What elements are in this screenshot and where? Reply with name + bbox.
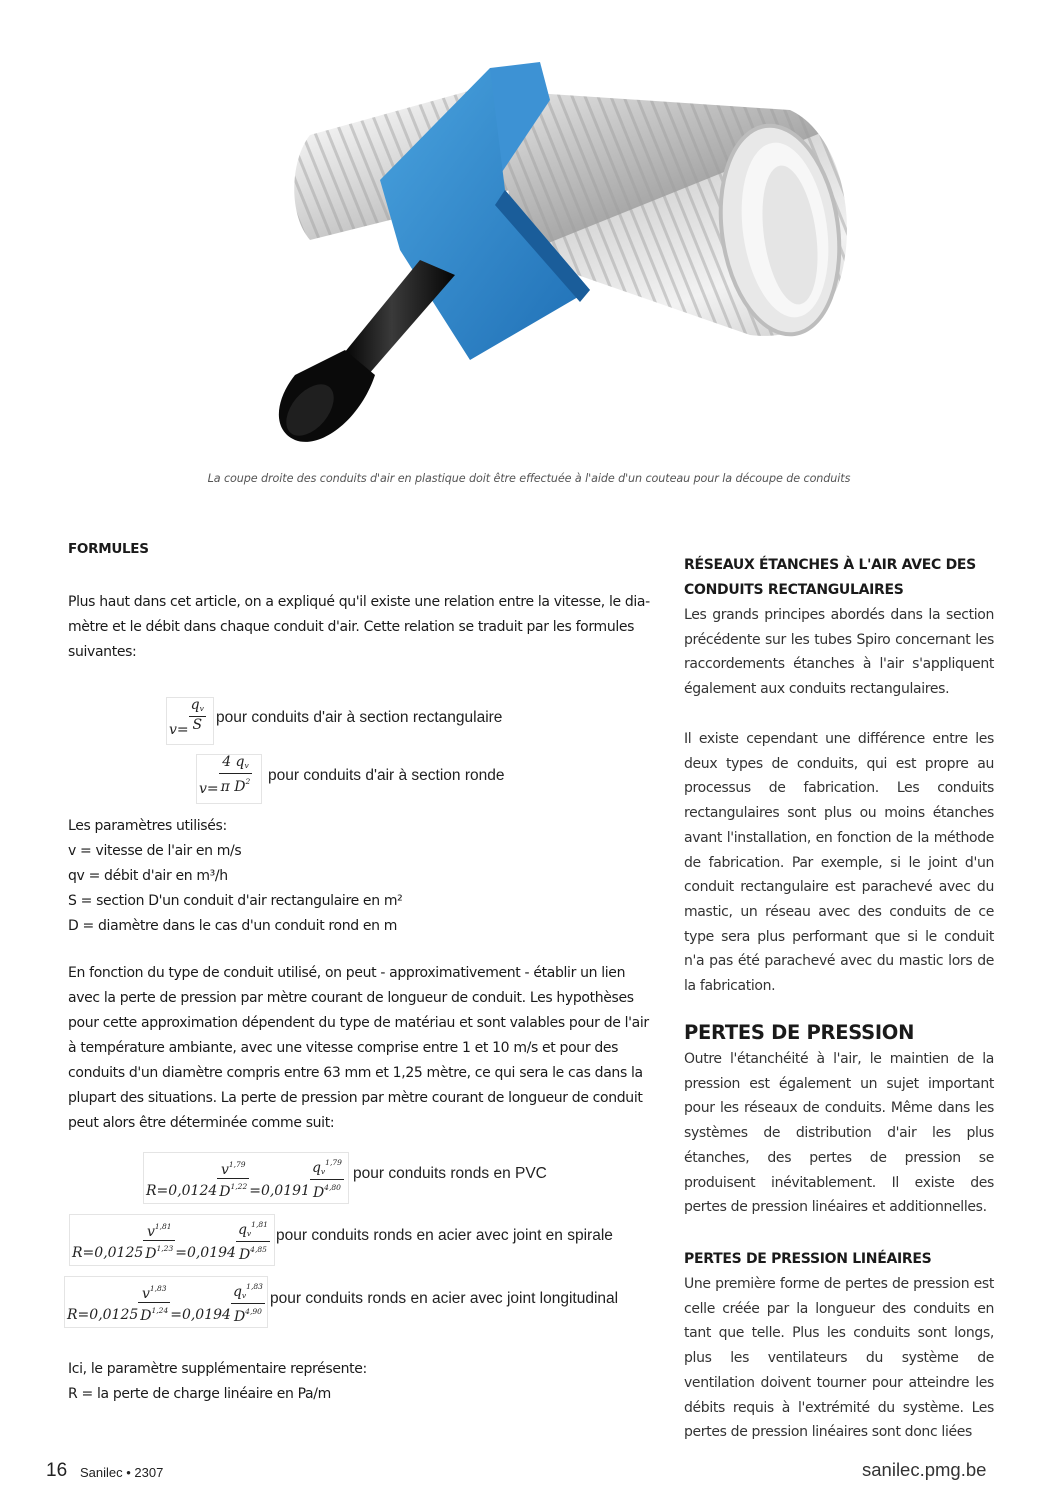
pressure-loss-paragraph	[68, 961, 658, 1136]
intro-line: mètre et le débit dans chaque conduit d'air. Cette relation se traduit par les formules	[68, 619, 635, 635]
coef-2: 0,0194	[186, 1245, 236, 1261]
param-line: D = diamètre dans le cas d'un conduit rond en m	[68, 918, 398, 934]
section-airtight-rectangular-heading	[684, 553, 994, 602]
formules-intro	[68, 590, 658, 665]
section-airtight-p1: Les grands principes abordés dans la section précédente sur les tubes Spiro concernant les raccordements étanches à l'air s'appliquent également aux conduits rectangulaires.	[684, 607, 994, 698]
formula-steel-longitudinal: R=0,0125 $\frac{v^{1,83}}{D^{1,24}}$ =0,0194 $\frac{q_v^{1,83}}{D^{4,90}}$	[64, 1276, 268, 1328]
param-line: v = vitesse de l'air en m/s	[68, 843, 242, 859]
coef-2: 0,0194	[181, 1307, 231, 1323]
exp-1: 1,79	[228, 1159, 246, 1169]
body-line: à température ambiante, avec une vitesse comprise entre 1 et 10 m/s et pour des	[68, 1040, 619, 1056]
exp-2: 1,81	[251, 1220, 268, 1229]
formula-velocity-rectangular: v= $\frac{q_v}{S}$	[166, 697, 214, 745]
outro-paragraph	[68, 1357, 658, 1407]
formules-heading: FORMULES	[68, 541, 149, 557]
outro-line: Ici, le paramètre supplémentaire représente:	[68, 1361, 367, 1377]
body-line: avec la perte de pression par mètre courant de longueur de conduit. Les hypothèses	[68, 990, 634, 1006]
page-number: 16	[46, 1460, 68, 1481]
outro-line: R = la perte de charge linéaire en Pa/m	[68, 1386, 331, 1402]
formula-2-label: pour conduits d'air à section ronde	[268, 767, 505, 784]
exp-d1: 1,23	[156, 1243, 174, 1253]
coef-1: 0,0125	[94, 1245, 144, 1261]
param-line: S = section D'un conduit d'air rectangulaire en m²	[68, 893, 403, 909]
body-line: conduits d'un diamètre compris entre 63 mm et 1,25 mètre, ce qui sera le cas dans la	[68, 1065, 643, 1081]
exp-2: 1,79	[325, 1158, 342, 1167]
formula-3-label: pour conduits ronds en PVC	[353, 1165, 547, 1182]
formula-steel-spiral: R=0,0125 $\frac{v^{1,81}}{D^{1,23}}$ =0,0194 $\frac{q_v^{1,81}}{D^{4,85}}$	[69, 1214, 275, 1266]
exp-d1: 1,24	[151, 1305, 169, 1315]
formula-4-label: pour conduits ronds en acier avec joint en spirale	[276, 1227, 613, 1244]
heading-line: RÉSEAUX ÉTANCHES À L'AIR AVEC DES	[684, 557, 976, 573]
coef-1: 0,0124	[168, 1183, 218, 1199]
coef-1: 0,0125	[89, 1307, 139, 1323]
formula-5-label: pour conduits ronds en acier avec joint longitudinal	[270, 1290, 619, 1307]
exp-2: 1,83	[246, 1282, 263, 1291]
body-line: peut alors être déterminée comme suit:	[68, 1115, 335, 1131]
exp-d2: 4,85	[250, 1245, 267, 1254]
formula-pvc: R=0,0124 $\frac{v^{1,79}}{D^{1,22}}$ =0,0191 $\frac{q_v^{1,79}}{D^{4,80}}$	[143, 1152, 349, 1204]
website-link[interactable]: sanilec.pmg.be	[862, 1459, 987, 1480]
heading-line: CONDUITS RECTANGULAIRES	[684, 581, 904, 598]
parameters-list	[68, 814, 658, 939]
exp-d2: 4,80	[324, 1183, 341, 1192]
section-linear-loss-heading: PERTES DE PRESSION LINÉAIRES	[684, 1251, 932, 1267]
exp-1: 1,81	[154, 1221, 172, 1231]
body-line: pour cette approximation dépendent du type de matériau et sont valables pour de l'air	[68, 1015, 649, 1031]
section-airtight-p2: Il existe cependant une différence entre les deux types de conduits, qui est propre au processus de fabrication. Les conduits rectangulaires sont plus ou moins étanches avant l'installation, en fonction de la méthode de fabrication. Par exemple, si le joint d'un conduit rectangulaire est parachevé avec du mastic, un réseau avec des conduits de ce type sera plus performant que si le conduit n'a pas été parachevé avec du mastic lors de la fabrication.	[684, 731, 994, 995]
section-pressure-loss-heading: PERTES DE PRESSION	[684, 1021, 915, 1044]
intro-line: suivantes:	[68, 644, 137, 660]
param-line: qv = débit d'air en m³/h	[68, 868, 228, 884]
exp-d1: 1,22	[230, 1181, 248, 1191]
coef-2: 0,0191	[260, 1183, 310, 1199]
body-line: plupart des situations. La perte de pression par mètre courant de longueur de conduit	[68, 1090, 643, 1106]
photo-caption: La coupe droite des conduits d'air en plastique doit être effectuée à l'aide d'un couteau pour la découpe de conduits	[207, 472, 851, 485]
exp-1: 1,83	[149, 1283, 167, 1293]
intro-line: Plus haut dans cet article, on a expliqué qu'il existe une relation entre la vitesse, le dia-	[68, 594, 650, 610]
body-line: En fonction du type de conduit utilisé, on peut - approximativement - établir un lien	[68, 965, 626, 981]
param-line: Les paramètres utilisés:	[68, 818, 227, 834]
formula-1-label: pour conduits d'air à section rectangulaire	[216, 709, 503, 726]
section-pressure-loss-p1: Outre l'étanchéité à l'air, le maintien de la pression est également un sujet important pour les réseaux de conduits. Même dans les systèmes de distribution d'air les plus étanches, des pertes de pression se produisent inévitablement. Il existe des pertes de pression linéaires et additionnelles.	[684, 1051, 994, 1216]
duct-cutter-photo	[250, 40, 890, 470]
magazine-issue: Sanilec • 2307	[80, 1465, 164, 1480]
exp-d2: 4,90	[245, 1307, 262, 1316]
formula-velocity-round: v= $\frac{4 q_v}{\pi D^2}$	[196, 754, 262, 804]
section-linear-loss-p1: Une première forme de pertes de pression est celle créée par la longueur des conduits en tant que telle. Plus les conduits sont longs, plus les ventilateurs du système de ventilation doivent tourner pour atteindre les débits requis à l'extrémité du système. Les pertes de pression linéaires sont donc liées	[684, 1276, 994, 1441]
